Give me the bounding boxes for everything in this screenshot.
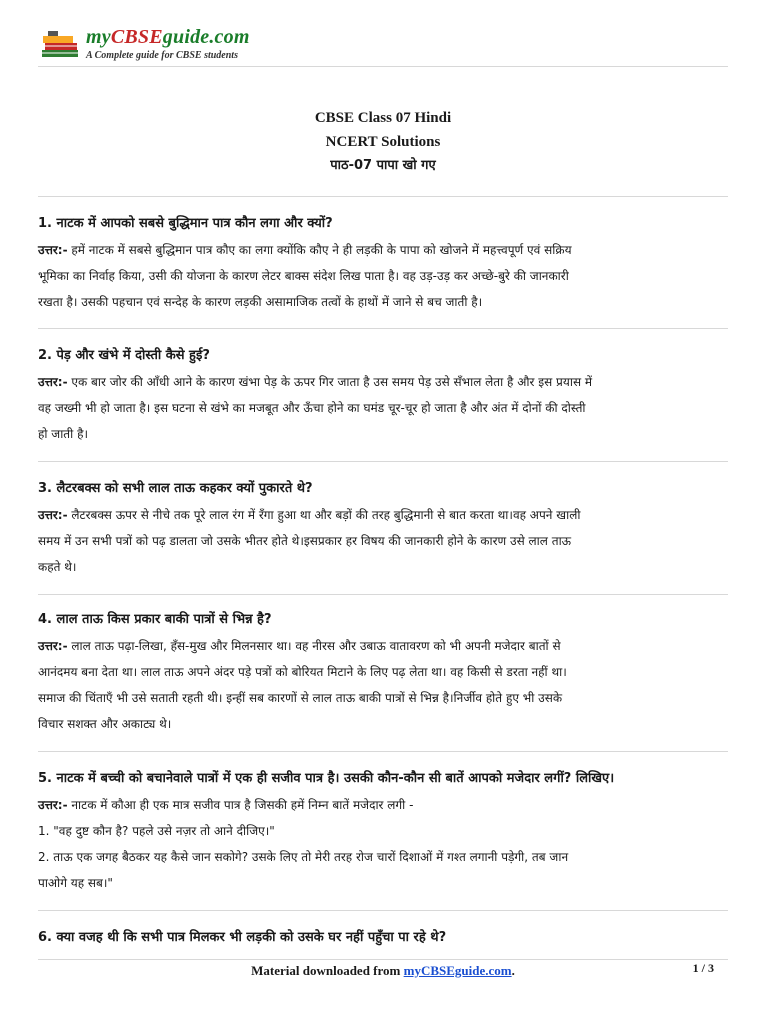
qa-block-5	[38, 766, 728, 896]
answer-line: रखता है। उसकी पहचान एवं सन्देह के कारण लड़की असामाजिक तत्वों के हाथों में जाने से बच जाती है।	[38, 295, 483, 309]
brand-part-guide: guide.com	[162, 26, 250, 48]
section-divider	[38, 751, 728, 752]
answer-line: विचार सशक्त और अकाट्य थे।	[38, 717, 172, 731]
answer-line: एक बार जोर की आँधी आने के कारण खंभा पेड़ के ऊपर गिर जाता है उस समय पेड़ उसे सँभाल लेता है और इस प्रयास में	[71, 375, 593, 389]
answer-line: समाज की चिंताएँ भी उसे सताती रहती थी। इन्हीं सब कारणों से लाल ताऊ बाकी पात्रों से भिन्न है।निर्जीव होते हुए भी उसके	[38, 691, 563, 705]
qa-block-6	[38, 925, 728, 951]
answer-label: उत्तर:-	[38, 639, 68, 653]
qa-block-1	[38, 211, 728, 315]
document-title	[38, 106, 728, 178]
answer-1	[38, 237, 728, 315]
question-1: 1. नाटक में आपको सबसे बुद्धिमान पात्र कौन लगा और क्यों?	[38, 216, 333, 231]
answer-line: लैटरबक्स ऊपर से नीचे तक पूरे लाल रंग में रँगा हुआ था और बड़ों की तरह बुद्धिमानी से बात करता था।वह अपने खाली	[71, 508, 581, 522]
answer-line: कहते थे।	[38, 560, 77, 574]
answer-line: वह जख्मी भी हो जाता है। इस घटना से खंभे का मजबूत और ऊँचा होने का घमंड चूर-चूर हो जाता है और अंत में दोनों की दोस्ती	[38, 401, 586, 415]
answer-line: हो जाती है।	[38, 427, 88, 441]
question-3: 3. लैटरबक्स को सभी लाल ताऊ कहकर क्यों पुकारते थे?	[38, 481, 313, 496]
page-footer	[38, 960, 728, 984]
question-6: 6. क्या वजह थी कि सभी पात्र मिलकर भी लड़की को उसके घर नहीं पहुँचा पा रहे थे?	[38, 930, 447, 945]
question-4: 4. लाल ताऊ किस प्रकार बाकी पात्रों से भिन्न है?	[38, 612, 272, 627]
site-header	[38, 26, 728, 68]
answer-label: उत्तर:-	[38, 243, 68, 257]
question-2: 2. पेड़ और खंभे में दोस्ती कैसे हुई?	[38, 348, 210, 363]
books-logo-icon	[40, 30, 82, 60]
answer-3	[38, 502, 728, 580]
answer-line: आनंदमय बना देता था। लाल ताऊ अपने अंदर पड़े पत्रों को बोरियत मिटाने के लिए पढ़ लेता था। वह किसी से डरता नहीं था।	[38, 665, 567, 679]
answer-line: नाटक में कौआ ही एक मात्र सजीव पात्र है जिसकी हमें निम्न बातें मजेदार लगी -	[71, 798, 414, 812]
answer-5	[38, 792, 728, 896]
section-divider	[38, 461, 728, 462]
answer-line: समय में उन सभी पत्रों को पढ़ डालता जो उसके भीतर होते थे।इसप्रकार हर विषय की जानकारी होने के कारण उसे लाल ताऊ	[38, 534, 572, 548]
answer-line: 1. "वह दुष्ट कौन है? पहले उसे नज़र तो आने दीजिए।"	[38, 824, 275, 838]
section-divider	[38, 328, 728, 329]
qa-block-4	[38, 607, 728, 737]
brand-part-my: my	[86, 26, 111, 48]
brand-name[interactable]	[86, 26, 250, 49]
brand-tagline: A Complete guide for CBSE students	[86, 50, 238, 61]
answer-label: उत्तर:-	[38, 508, 68, 522]
qa-block-2	[38, 343, 728, 447]
title-line-3: पाठ-07 पापा खो गए	[330, 158, 436, 173]
answer-line: पाओगे यह सब।"	[38, 876, 113, 890]
section-divider	[38, 910, 728, 911]
footer-suffix: .	[511, 963, 515, 978]
answer-line: भूमिका का निर्वाह किया, उसी की योजना के कारण लेटर बाक्स संदेश लिख पाता है। वह उड़-उड़ कर अच्छे-बुरे की जानकारी	[38, 269, 569, 283]
answer-line: लाल ताऊ पढ़ा-लिखा, हँस-मुख और मिलनसार था। वह नीरस और उबाऊ वातावरण को भी अपनी मजेदार बातों से	[71, 639, 561, 653]
title-line-1: CBSE Class 07 Hindi	[314, 110, 452, 126]
answer-2	[38, 369, 728, 447]
footer-prefix: Material downloaded from	[251, 963, 404, 978]
answer-label: उत्तर:-	[38, 798, 68, 812]
title-line-2: NCERT Solutions	[325, 134, 441, 150]
answer-label: उत्तर:-	[38, 375, 68, 389]
page-number: 1 / 3	[692, 961, 714, 975]
section-divider	[38, 594, 728, 595]
footer-text	[38, 963, 728, 979]
footer-link[interactable]: myCBSEguide.com	[403, 963, 512, 978]
question-5: 5. नाटक में बच्ची को बचानेवाले पात्रों में एक ही सजीव पात्र है। उसकी कौन-कौन सी बातें आपको मजेदार लगीं? लिखिए।	[38, 771, 615, 786]
header-divider	[38, 66, 728, 67]
answer-4	[38, 633, 728, 737]
answer-line: हमें नाटक में सबसे बुद्धिमान पात्र कौए का लगा क्योंकि कौए ने ही लड़की के पापा को खोजने में महत्त्वपूर्ण एवं सक्रिय	[71, 243, 572, 257]
qa-block-3	[38, 476, 728, 580]
title-divider	[38, 196, 728, 197]
brand-part-cbse: CBSE	[110, 26, 163, 48]
answer-line: 2. ताऊ एक जगह बैठकर यह कैसे जान सकोगे? उसके लिए तो मेरी तरह रोज चारों दिशाओं में गश्त लगानी पड़ेगी, तब जान	[38, 850, 569, 864]
